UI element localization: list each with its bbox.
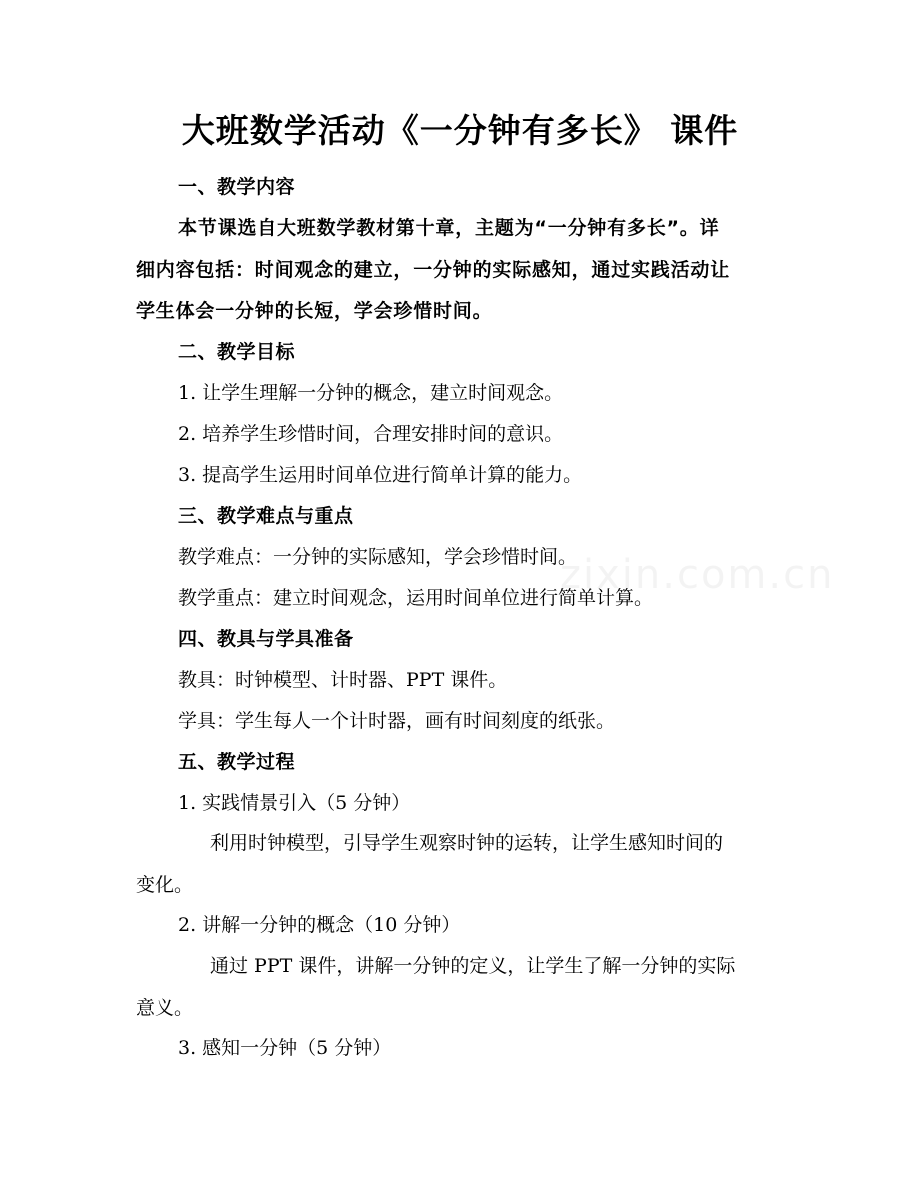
process-step-text: 通过 PPT 课件，讲解一分钟的定义，让学生了解一分钟的实际 [210, 955, 736, 977]
section-heading-difficulty: 三、教学难点与重点 [178, 505, 354, 527]
process-step-text: 利用时钟模型，引导学生观察时钟的运转，让学生感知时间的 [210, 832, 724, 854]
difficulty-line: 教学难点：一分钟的实际感知，学会珍惜时间。 [178, 546, 578, 568]
student-tools-line: 学具：学生每人一个计时器，画有时间刻度的纸张。 [178, 710, 616, 732]
teacher-tools-line: 教具：时钟模型、计时器、PPT 课件。 [178, 669, 508, 691]
content-line-2: 细内容包括：时间观念的建立，一分钟的实际感知，通过实践活动让 [136, 259, 731, 281]
process-step-text: 意义。 [136, 997, 194, 1019]
process-step-label: 3. 感知一分钟（5 分钟） [178, 1037, 392, 1059]
section-heading-objectives: 二、教学目标 [178, 341, 296, 363]
objective-item: 1. 让学生理解一分钟的概念，建立时间观念。 [178, 382, 564, 404]
process-step-text: 变化。 [136, 874, 194, 896]
watermark [560, 552, 834, 598]
content-line-3: 学生体会一分钟的长短，学会珍惜时间。 [136, 300, 493, 322]
key-point-line: 教学重点：建立时间观念，运用时间单位进行简单计算。 [178, 587, 654, 609]
content-line-1: 本节课选自大班数学教材第十章，主题为“一分钟有多长”。详 [178, 217, 720, 239]
document-title: 大班数学活动《一分钟有多长》 课件 [181, 111, 739, 150]
objective-item: 3. 提高学生运用时间单位进行简单计算的能力。 [178, 464, 583, 486]
section-heading-tools: 四、教具与学具准备 [178, 628, 354, 650]
objective-item: 2. 培养学生珍惜时间，合理安排时间的意识。 [178, 423, 564, 445]
process-step-label: 2. 讲解一分钟的概念（10 分钟） [178, 914, 461, 936]
section-heading-process: 五、教学过程 [178, 751, 296, 773]
process-step-label: 1. 实践情景引入（5 分钟） [178, 792, 411, 814]
section-heading-content: 一、教学内容 [178, 176, 296, 198]
